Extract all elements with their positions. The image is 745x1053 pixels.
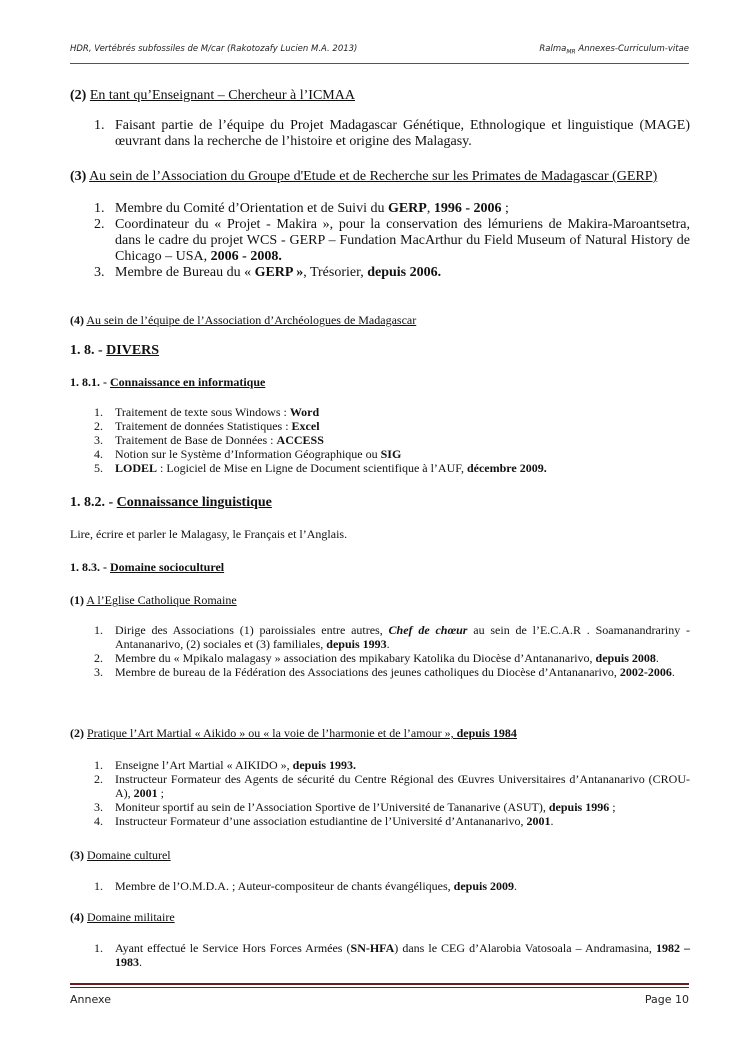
section-divers [70,343,690,359]
header-author: Ralma [539,44,567,54]
header-section-label: Annexes-Curriculum-vitae [575,44,689,54]
list-item: 2. Instructeur Formateur des Agents de sécurité du Centre Régional des Œuvres Universitaires d’Antananarivo (CROU-A), 2001 ; [94,772,690,800]
section-heading: (4) Au sein de l’équipe de l’Association d’Archéologues de Madagascar [70,313,417,327]
list-item: 3. Membre de Bureau du « GERP », Trésorier, depuis 2006. [94,265,442,280]
section-culturel [70,848,690,893]
list [70,758,690,828]
header-author-sub: MR [566,48,576,56]
section-aikido [70,726,690,828]
list [70,879,690,893]
list-item: 3. Moniteur sportif au sein de l’Association Sportive de l’Université de Tananarive (ASUT), depuis 1996 ; [94,800,616,814]
list [70,405,690,475]
section-enseignant [70,88,690,150]
list [70,118,690,150]
list-item: 1. Enseigne l’Art Martial « AIKIDO », depuis 1993. [94,758,356,772]
list-item: 1. Dirige des Associations (1) paroissiales entre autres, Chef de chœur au sein de l’E.C.A.R . Soamanandrariny - Antananarivo, (2) sociales et (3) familiales, depuis 1993. [94,623,691,651]
list-item: 3. Traitement de Base de Données : ACCESS [94,433,324,447]
list [70,941,690,969]
list-item: 4. Instructeur Formateur d’une association estudiantine de l’Université d’Antananarivo, 2001. [94,814,554,828]
section-heading: 1. 8. - DIVERS [70,343,160,358]
header-section [539,44,689,56]
list-item: 5. LODEL : Logiciel de Mise en Ligne de Document scientifique à l’AUF, décembre 2009. [94,461,547,475]
section-heading: (2) En tant qu’Enseignant – Chercheur à l’ICMAA [70,88,355,103]
list-item: 2. Membre du « Mpikalo malagasy » association des mpikabary Katolika du Diocèse d’Antananarivo, depuis 2008. [94,651,659,665]
footer-divider-thin [70,987,689,988]
section-militaire [70,910,690,969]
section-heading: (1) A l’Eglise Catholique Romaine [70,593,237,607]
section-linguistique [70,495,690,541]
list [70,623,690,679]
section-heading: (3) Domaine culturel [70,848,171,862]
header-title: HDR, Vertébrés subfossiles de M/car (Rakotozafy Lucien M.A. 2013) [70,44,358,54]
section-heading: (4) Domaine militaire [70,910,175,924]
section-socioculturel [70,560,690,574]
list-item: 3. Membre de bureau de la Fédération des Associations des jeunes catholiques du Diocèse d’Antananarivo, 2002-2006. [94,665,675,679]
section-heading: 1. 8.3. - Domaine socioculturel [70,560,225,574]
list-item: 2. Traitement de données Statistiques : Excel [94,419,320,433]
section-heading: 1. 8.1. - Connaissance en informatique [70,375,266,389]
list-item: 1. Ayant effectué le Service Hors Forces Armées (SN-HFA) dans le CEG d’Alarobia Vatosoala – Andramasina, 1982 – 1983. [94,941,691,969]
list-item: 1. Traitement de texte sous Windows : Word [94,405,320,419]
footer-divider [70,983,689,985]
list-item: 1. Faisant partie de l’équipe du Projet Madagascar Génétique, Ethnologique et linguistique (MAGE) œuvrant dans la recherche de l’histoire et origine des Malagasy. [94,118,690,149]
list [70,201,690,281]
list-item: 4. Notion sur le Système d’Information Géographique ou SIG [94,447,402,461]
list-item: 2. Coordinateur du « Projet - Makira », pour la conservation des lémuriens de Makira-Maroantsetra, dans le cadre du projet WCS - GERP – Fundation MacArthur du Field Museum of Natural History de Chicago – USA, 2006 - 2008. [94,217,690,264]
section-heading: 1. 8.2. - Connaissance linguistique [70,495,272,510]
header-divider [70,63,689,64]
section-heading: (3) Au sein de l’Association du Groupe d'Etude et de Recherche sur les Primates de Madagascar (GERP) [70,169,658,184]
footer-label: Annexe [70,993,111,1006]
section-eglise [70,593,690,679]
list-item: 1. Membre de l’O.M.D.A. ; Auteur-compositeur de chants évangéliques, depuis 2009. [94,879,518,893]
list-item: 1. Membre du Comité d’Orientation et de Suivi du GERP, 1996 - 2006 ; [94,201,509,216]
section-informatique [70,375,690,475]
section-heading: (2) Pratique l’Art Martial « Aikido » ou « la voie de l’harmonie et de l’amour », depuis 1984 [70,726,517,740]
paragraph: Lire, écrire et parler le Malagasy, le Français et l’Anglais. [70,527,348,541]
section-archeologues [70,313,690,327]
page-number: Page 10 [644,993,689,1006]
section-gerp [70,169,690,281]
